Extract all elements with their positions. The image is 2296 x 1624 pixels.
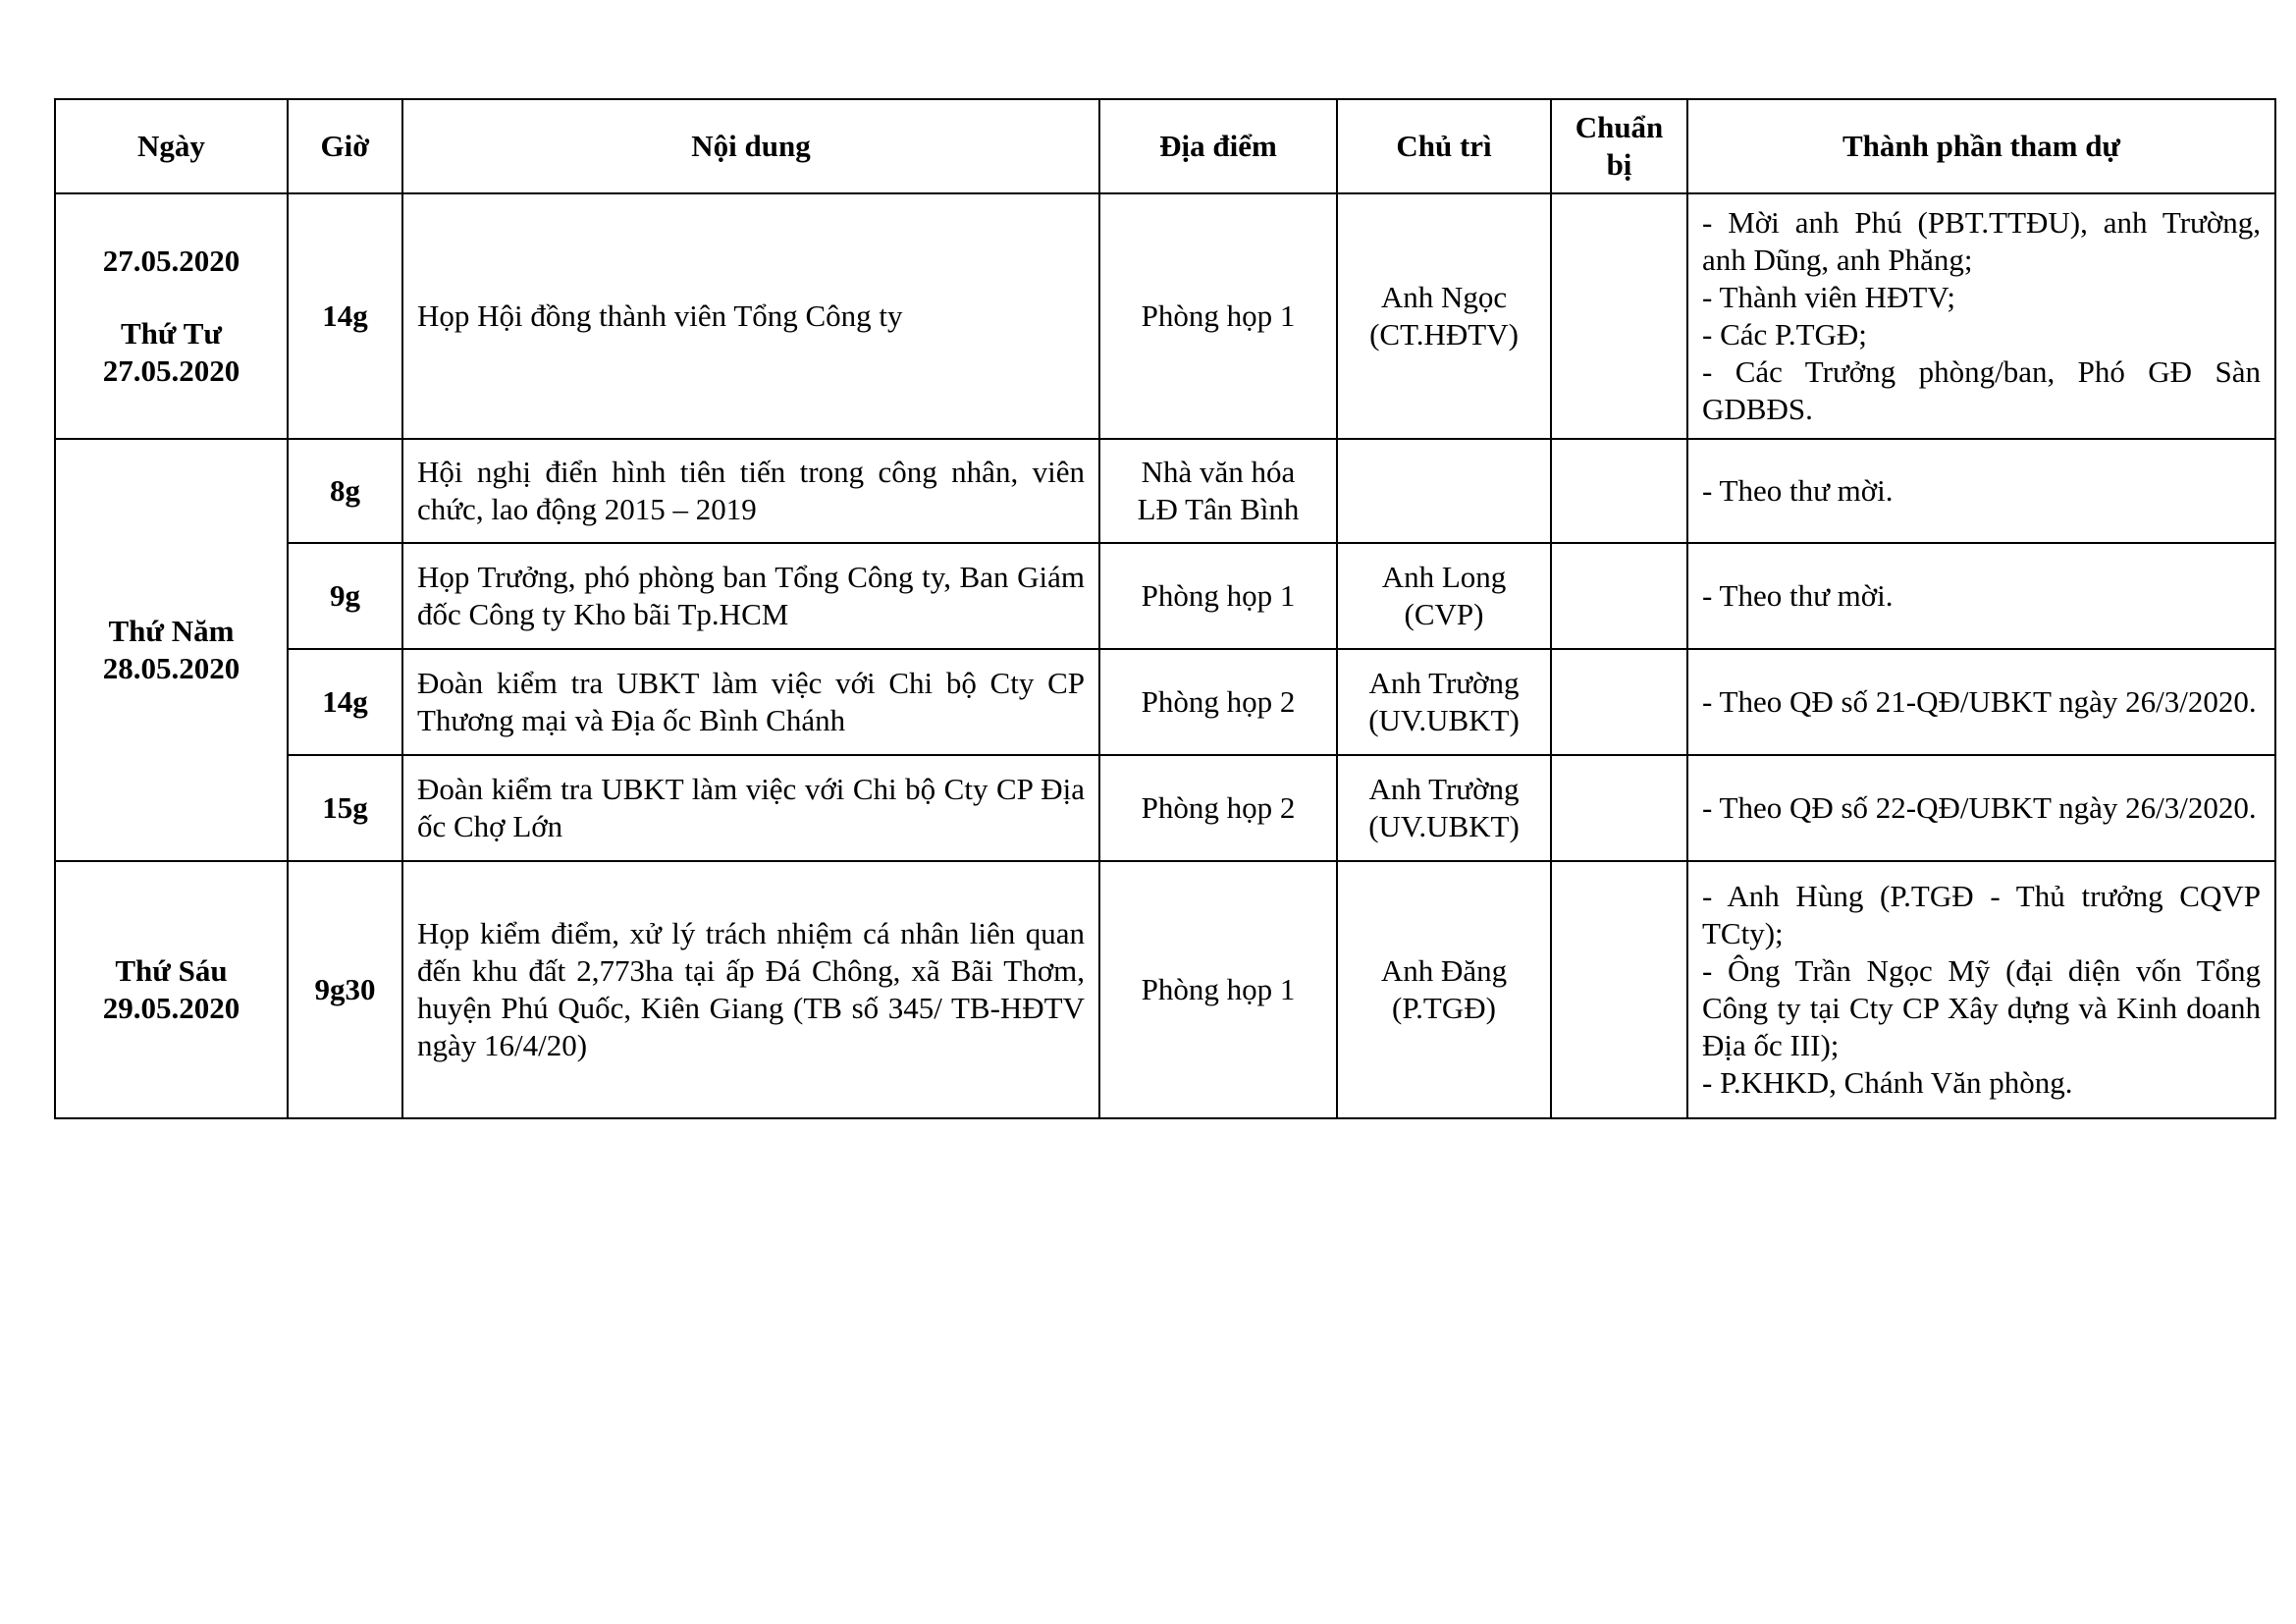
table-row xyxy=(55,193,2275,439)
header-prep: Chuẩn bị xyxy=(1551,99,1687,193)
host-title: (UV.UBKT) xyxy=(1368,703,1520,737)
attendee-item: - P.KHKD, Chánh Văn phòng. xyxy=(1702,1065,2073,1100)
host-title: (P.TGĐ) xyxy=(1392,991,1496,1025)
attendee-item: - Mời anh Phú (PBT.TTĐU), anh Trường, anh Dũng, anh Phăng; xyxy=(1702,205,2261,277)
host-name: Anh Đăng xyxy=(1380,953,1508,988)
attendee-item: - Theo thư mời. xyxy=(1702,578,1894,613)
content-cell: Họp Hội đồng thành viên Tổng Công ty xyxy=(402,193,1099,439)
place-line: LĐ Tân Bình xyxy=(1137,492,1300,526)
place-cell: Phòng họp 2 xyxy=(1099,649,1337,755)
header-date: Ngày xyxy=(55,99,288,193)
day-label: Thứ Sáu xyxy=(115,953,228,988)
header-row xyxy=(55,99,2275,193)
attendees-cell xyxy=(1687,861,2275,1118)
prep-cell xyxy=(1551,193,1687,439)
day-date: 27.05.2020 xyxy=(102,353,240,388)
prep-cell xyxy=(1551,649,1687,755)
time-cell: 14g xyxy=(288,649,402,755)
time-cell: 8g xyxy=(288,439,402,543)
day-date: 28.05.2020 xyxy=(102,651,240,685)
host-cell xyxy=(1337,439,1551,543)
header-content: Nội dung xyxy=(402,99,1099,193)
table-row xyxy=(55,755,2275,861)
host-cell xyxy=(1337,649,1551,755)
place-cell xyxy=(1099,439,1337,543)
attendees-cell xyxy=(1687,755,2275,861)
time-cell: 14g xyxy=(288,193,402,439)
date-top: 27.05.2020 xyxy=(102,244,240,278)
content-cell: Họp Trưởng, phó phòng ban Tổng Công ty, Ban Giám đốc Công ty Kho bãi Tp.HCM xyxy=(402,543,1099,649)
host-name: Anh Trường xyxy=(1368,772,1520,806)
header-time: Giờ xyxy=(288,99,402,193)
date-cell-thu xyxy=(55,439,288,861)
attendees-cell xyxy=(1687,543,2275,649)
attendee-item: - Theo thư mời. xyxy=(1702,473,1894,508)
attendees-cell xyxy=(1687,649,2275,755)
attendees-cell xyxy=(1687,193,2275,439)
place-cell: Phòng họp 2 xyxy=(1099,755,1337,861)
attendee-item: - Theo QĐ số 21-QĐ/UBKT ngày 26/3/2020. xyxy=(1702,684,2257,719)
host-name: Anh Ngọc xyxy=(1380,280,1508,314)
content-cell: Hội nghị điển hình tiên tiến trong công nhân, viên chức, lao động 2015 – 2019 xyxy=(402,439,1099,543)
host-title: (CT.HĐTV) xyxy=(1369,317,1519,352)
content-cell: Đoàn kiểm tra UBKT làm việc với Chi bộ Cty CP Thương mại và Địa ốc Bình Chánh xyxy=(402,649,1099,755)
host-cell xyxy=(1337,755,1551,861)
time-cell: 15g xyxy=(288,755,402,861)
attendee-item: - Theo QĐ số 22-QĐ/UBKT ngày 26/3/2020. xyxy=(1702,790,2257,825)
day-label: Thứ Năm xyxy=(108,614,235,648)
time-cell: 9g xyxy=(288,543,402,649)
schedule-table xyxy=(54,98,2276,1119)
place-cell: Phòng họp 1 xyxy=(1099,193,1337,439)
attendees-cell xyxy=(1687,439,2275,543)
host-name: Anh Trường xyxy=(1368,666,1520,700)
host-cell xyxy=(1337,543,1551,649)
table-row xyxy=(55,649,2275,755)
day-label: Thứ Tư xyxy=(121,316,222,351)
table-row xyxy=(55,861,2275,1118)
attendee-item: - Ông Trần Ngọc Mỹ (đại diện vốn Tổng Công ty tại Cty CP Xây dựng và Kinh doanh Địa ốc III); xyxy=(1702,953,2261,1062)
date-cell-wed xyxy=(55,193,288,439)
prep-cell xyxy=(1551,755,1687,861)
place-cell: Phòng họp 1 xyxy=(1099,861,1337,1118)
content-cell: Họp kiểm điểm, xử lý trách nhiệm cá nhân liên quan đến khu đất 2,773ha tại ấp Đá Chông, xã Bãi Thơm, huyện Phú Quốc, Kiên Giang (TB số 345/ TB-HĐTV ngày 16/4/20) xyxy=(402,861,1099,1118)
day-date: 29.05.2020 xyxy=(102,991,240,1025)
place-cell: Phòng họp 1 xyxy=(1099,543,1337,649)
host-name: Anh Long xyxy=(1381,560,1507,594)
header-attendees: Thành phần tham dự xyxy=(1687,99,2275,193)
attendee-item: - Thành viên HĐTV; xyxy=(1702,280,1955,314)
header-place: Địa điểm xyxy=(1099,99,1337,193)
host-title: (UV.UBKT) xyxy=(1368,809,1520,843)
place-line: Nhà văn hóa xyxy=(1141,455,1296,489)
prep-cell xyxy=(1551,439,1687,543)
table-row xyxy=(55,543,2275,649)
host-cell xyxy=(1337,193,1551,439)
prep-cell xyxy=(1551,861,1687,1118)
attendee-item: - Các Trưởng phòng/ban, Phó GĐ Sàn GDBĐS. xyxy=(1702,354,2261,426)
prep-cell xyxy=(1551,543,1687,649)
content-cell: Đoàn kiểm tra UBKT làm việc với Chi bộ Cty CP Địa ốc Chợ Lớn xyxy=(402,755,1099,861)
host-title: (CVP) xyxy=(1404,597,1484,631)
host-cell xyxy=(1337,861,1551,1118)
table-row xyxy=(55,439,2275,543)
time-cell: 9g30 xyxy=(288,861,402,1118)
attendee-item: - Anh Hùng (P.TGĐ - Thủ trưởng CQVP TCty); xyxy=(1702,879,2261,950)
date-cell-fri xyxy=(55,861,288,1118)
attendee-item: - Các P.TGĐ; xyxy=(1702,317,1867,352)
header-host: Chủ trì xyxy=(1337,99,1551,193)
